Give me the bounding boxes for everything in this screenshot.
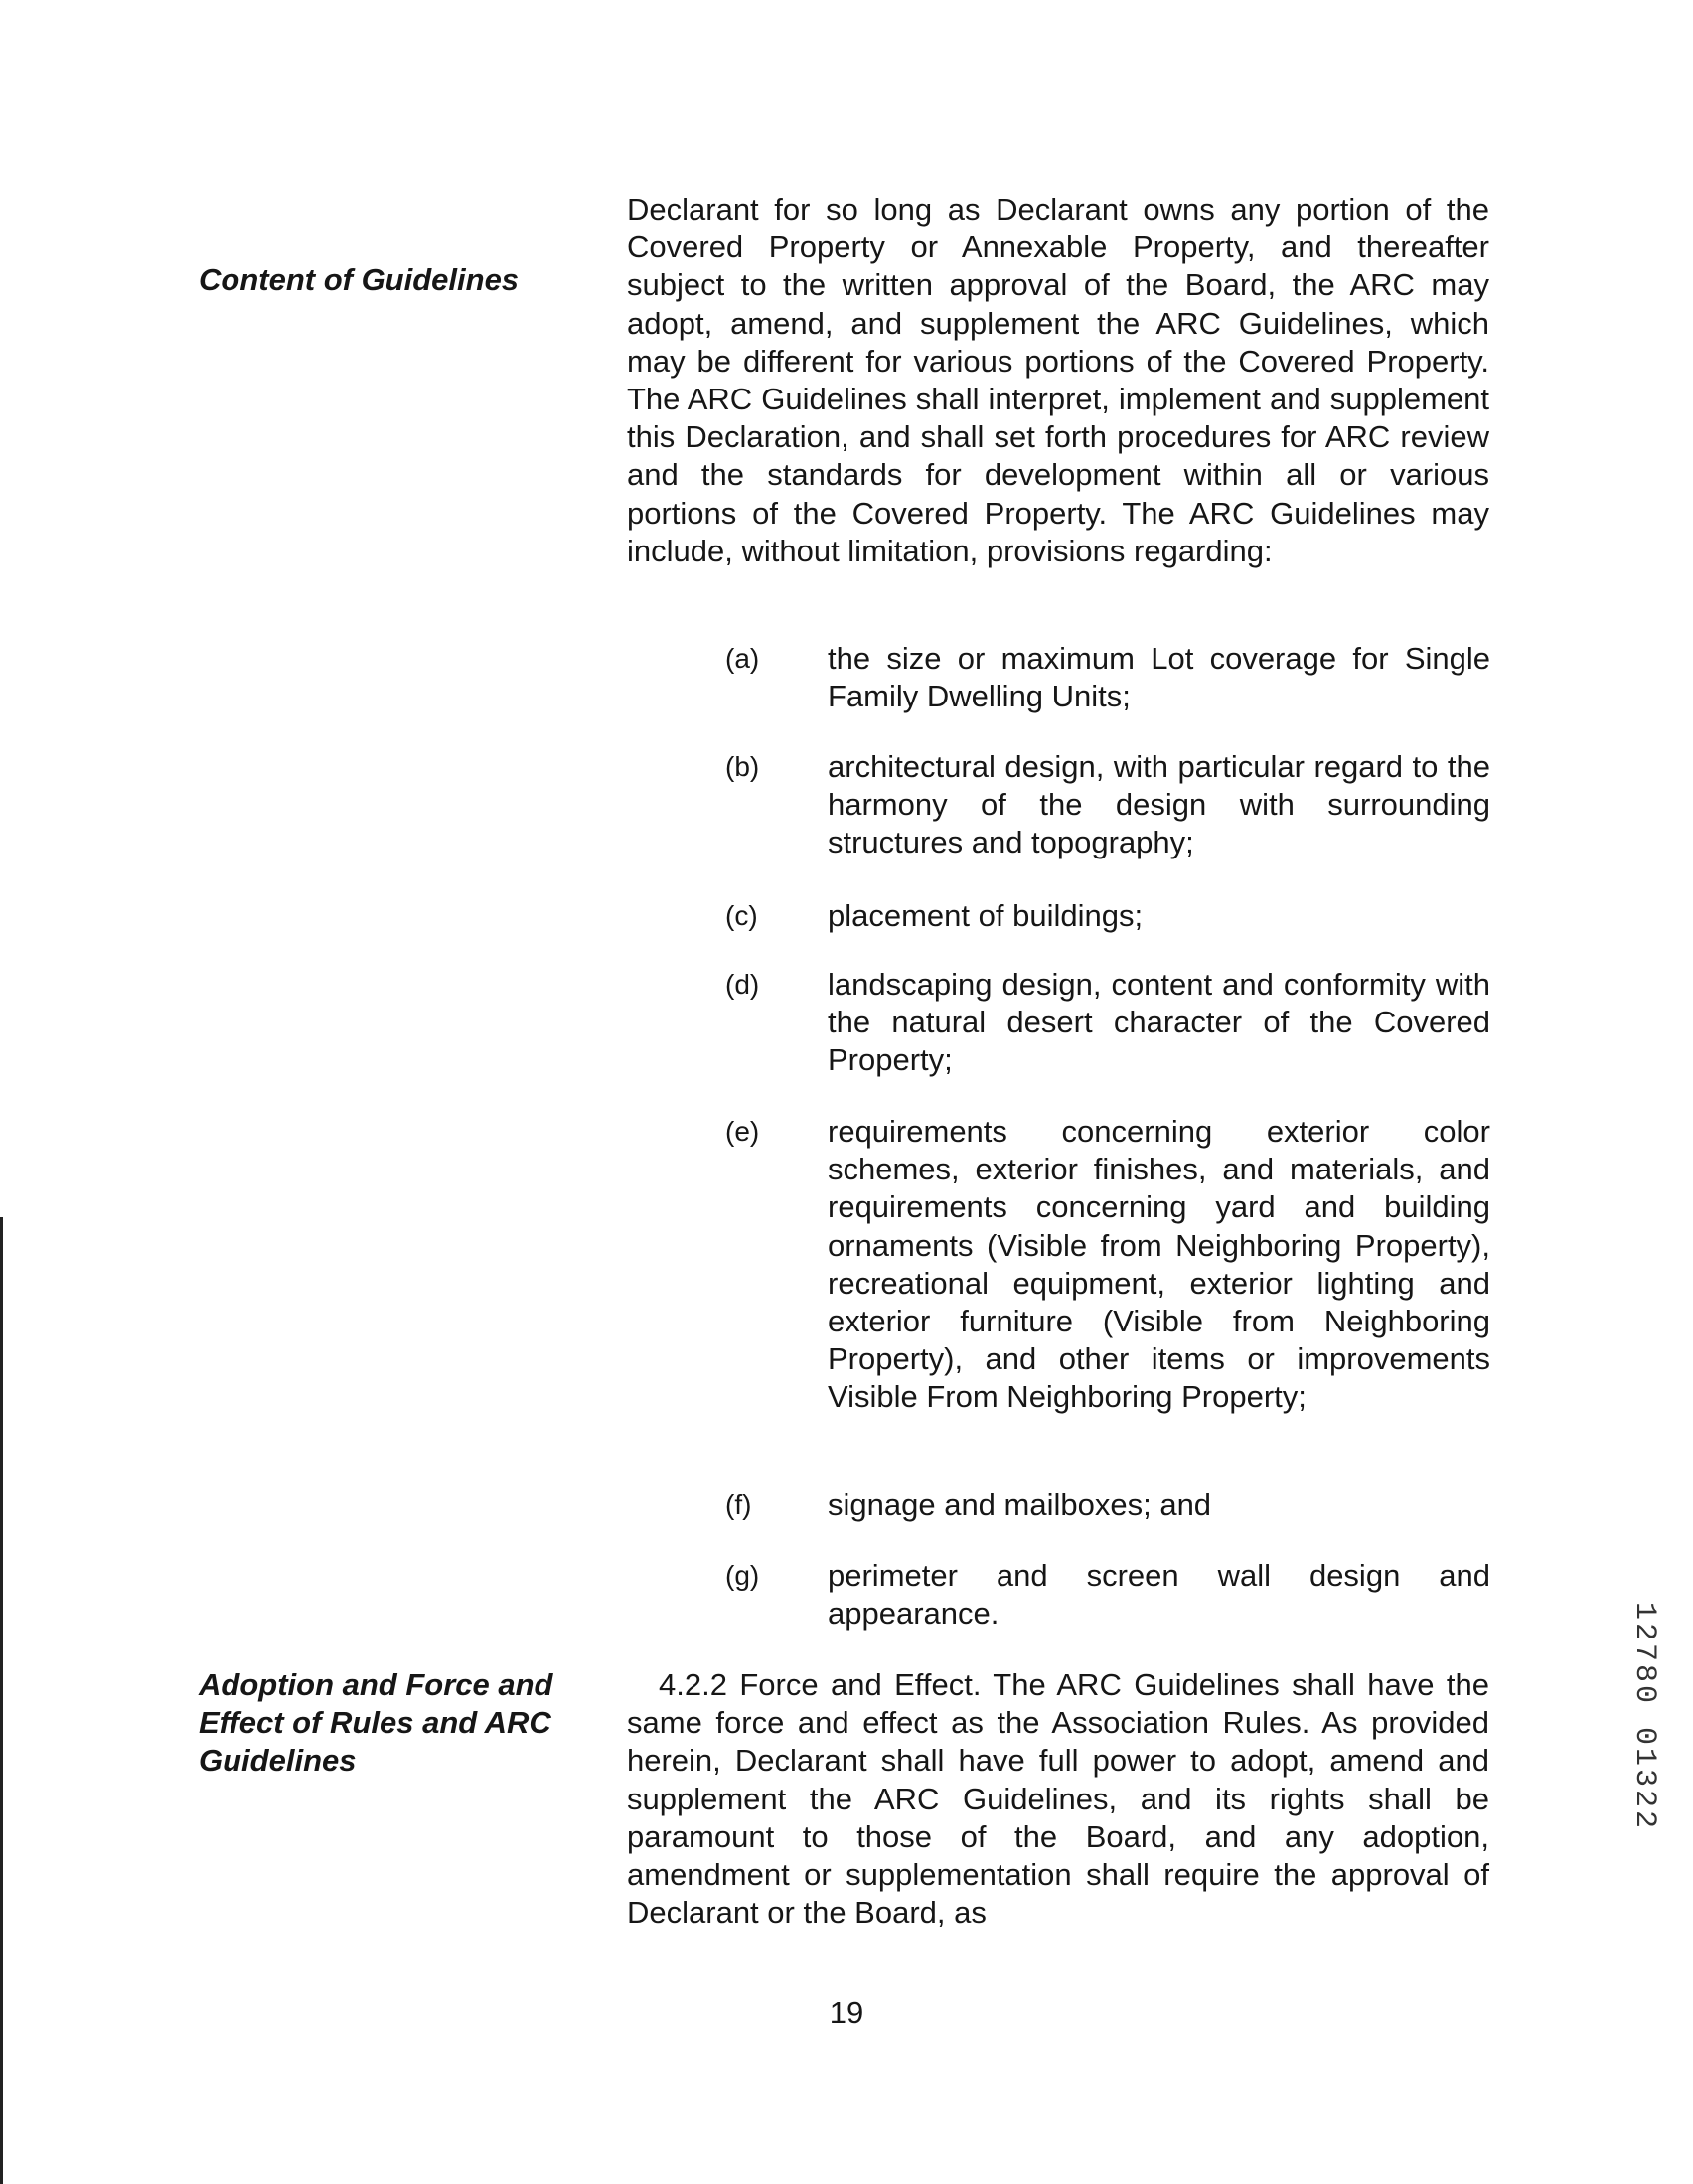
item-label: (g) — [725, 1560, 760, 1591]
scan-edge-line — [0, 1217, 3, 2184]
intro-paragraph: Declarant for so long as Declarant owns any portion of the Covered Property or Annexable Property, and thereafter subject to the written approval of the Board, the ARC may adopt, amend, and supplement the ARC Guidelines, which may be different for various portions of the Covered Property. The ARC Guidelines shall interpret, implement and supplement this Declaration, and shall set forth procedures for ARC review and the standards for development within all or various portions of the Covered Property. The ARC Guidelines may include, without limitation, provisions regarding: — [627, 192, 1489, 568]
heading-content-of-guidelines: Content of Guidelines — [199, 262, 520, 297]
margin-stamp-text: 12780 01322 — [1627, 1602, 1661, 1832]
item-label: (c) — [725, 900, 758, 931]
item-label: (a) — [725, 643, 760, 674]
page-number: 19 — [829, 1995, 864, 2030]
item-text: architectural design, with particular regard to the harmony of the design with surrounding structures and topography; — [828, 749, 1490, 860]
item-label: (d) — [725, 969, 760, 1000]
item-text: signage and mailboxes; and — [828, 1487, 1212, 1522]
item-text: requirements concerning exterior color schemes, exterior finishes, and materials, and requirements concerning yard and building ornaments (Visible from Neighboring Property), recreational equipment, exterior lighting and exterior furniture (Visible from Neighboring Property), and other items or improvements Visible From Neighboring Property; — [828, 1114, 1490, 1415]
force-and-effect-paragraph: 4.2.2 Force and Effect. The ARC Guidelines shall have the same force and effect as the Association Rules. As provided herein, Declarant shall have full power to adopt, amend and supplement the ARC Guidelines, and its rights shall be paramount to those of the Board, and any adoption, amendment or supplementation shall require the approval of Declarant or the Board, as — [627, 1667, 1489, 1931]
heading-adoption-force-effect: Adoption and Force and Effect of Rules and ARC Guidelines — [199, 1667, 553, 1778]
item-text: landscaping design, content and conformity with the natural desert character of the Covered Property; — [828, 967, 1490, 1078]
item-text: perimeter and screen wall design and appearance. — [828, 1558, 1490, 1632]
item-label: (f) — [725, 1489, 752, 1520]
item-text: placement of buildings; — [828, 898, 1144, 933]
margin-stamp — [1625, 1602, 1663, 1890]
item-label: (e) — [725, 1116, 760, 1147]
item-text: the size or maximum Lot coverage for Single Family Dwelling Units; — [828, 641, 1490, 714]
item-label: (b) — [725, 751, 760, 782]
